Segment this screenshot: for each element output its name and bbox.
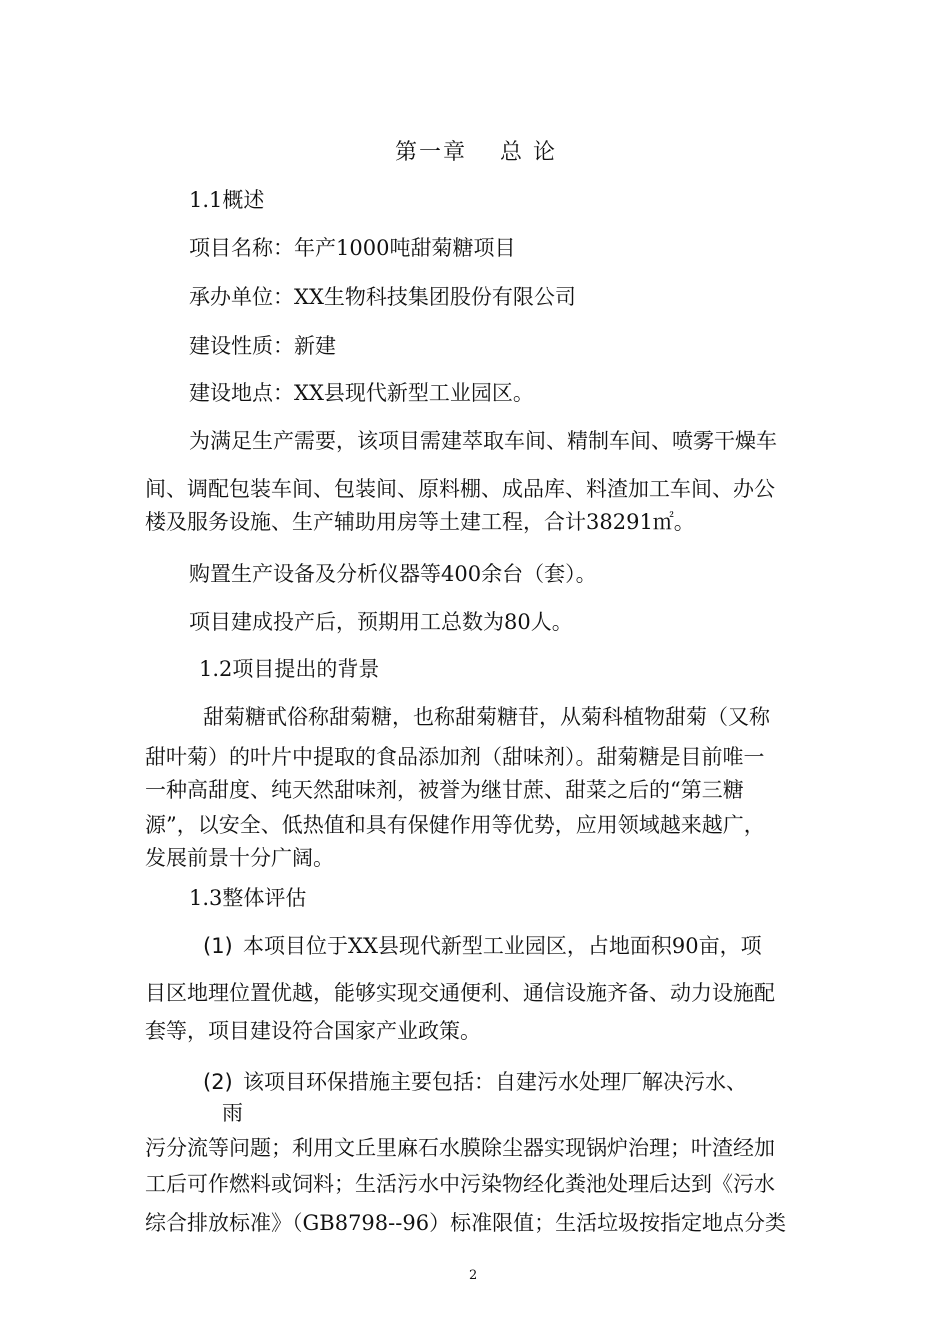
list-number: (2) [203,1070,233,1094]
paragraph-line: 为满足生产需要，该项目需建萃取车间、精制车间、喷雾干燥车 [189,429,777,453]
paragraph-line: 项目建成投产后，预期用工总数为80人。 [189,610,573,634]
paragraph-line: 发展前景十分广阔。 [145,846,334,870]
section-heading-1-2: 1.2项目提出的背景 [199,657,380,681]
page-number: 2 [469,1268,478,1283]
paragraph-line: 工后可作燃料或饲料；生活污水中污染物经化粪池处理后达到《污水 [145,1172,775,1196]
list-number: (1) [203,934,233,958]
paragraph-line: 综合排放标准》（GB8798--96）标准限值；生活垃圾按指定地点分类 [145,1211,787,1235]
paragraph-line: 雨 [222,1101,243,1125]
paragraph-line: 楼及服务设施、生产辅助用房等土建工程，合计38291㎡。 [145,510,695,534]
paragraph-line: 污分流等问题；利用文丘里麻石水膜除尘器实现锅炉治理；叶渣经加 [145,1136,775,1160]
organizer: 承办单位：XX生物科技集团股份有限公司 [189,285,576,309]
project-name: 项目名称：年产1000吨甜菊糖项目 [189,236,516,260]
paragraph-line: 套等，项目建设符合国家产业政策。 [145,1019,481,1043]
section-heading-1-3: 1.3整体评估 [189,886,307,910]
section-heading-1-1: 1.1概述 [189,188,265,212]
paragraph-line: 一种高甜度、纯天然甜味剂，被誉为继甘蔗、甜菜之后的“第三糖 [145,778,744,802]
paragraph-line: 甜菊糖甙俗称甜菊糖，也称甜菊糖苷，从菊科植物甜菊（又称 [203,705,770,729]
paragraph-line: 本项目位于XX县现代新型工业园区，占地面积90亩，项 [243,934,762,958]
construction-nature: 建设性质：新建 [189,334,336,358]
construction-location: 建设地点：XX县现代新型工业园区。 [189,381,534,405]
paragraph-line: 目区地理位置优越，能够实现交通便利、通信设施齐备、动力设施配 [145,981,775,1005]
paragraph-line: 甜叶菊）的叶片中提取的食品添加剂（甜味剂）。甜菊糖是目前唯一 [145,745,765,769]
paragraph-line: 购置生产设备及分析仪器等400余台（套）。 [189,562,597,586]
paragraph-line: 间、调配包装车间、包装间、原料棚、成品库、料渣加工车间、办公 [145,477,775,501]
chapter-title: 第一章 总 论 [395,140,557,165]
paragraph-line: 源”，以安全、低热值和具有保健作用等优势，应用领域越来越广， [145,813,765,837]
paragraph-line: 该项目环保措施主要包括：自建污水处理厂解决污水、 [243,1070,747,1094]
